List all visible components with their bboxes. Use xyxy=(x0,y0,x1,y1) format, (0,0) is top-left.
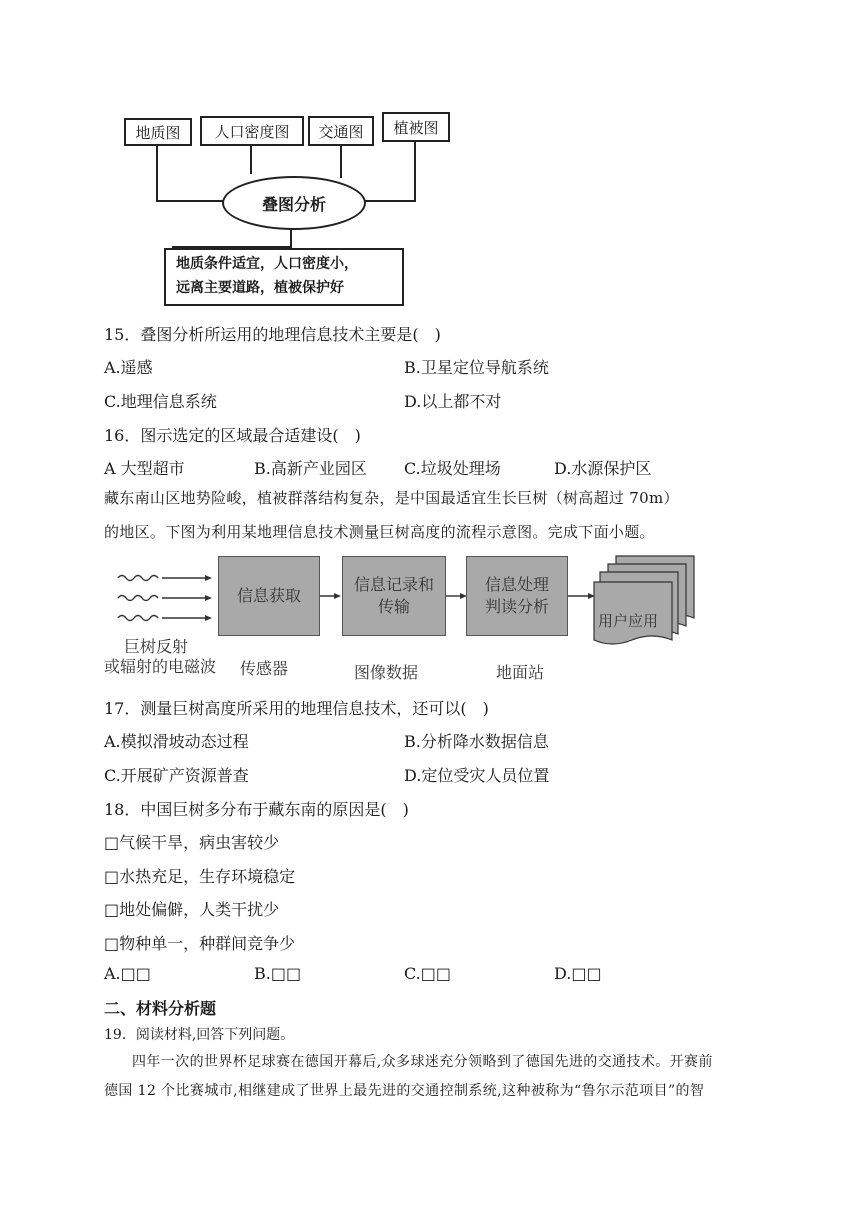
material-line-2: 德国 12 个比赛城市,相继建成了世界上最先进的交通控制系统,这种被称为“鲁尔示范项目”的智 xyxy=(104,1083,705,1099)
geology-map-box: 地质图 xyxy=(124,118,192,146)
wave-label-line-2: 或辐射的电磁波 xyxy=(104,657,217,676)
q18-statement-4: □物种单一，种群间竞争少 xyxy=(104,934,296,953)
intro-paragraph xyxy=(104,481,764,549)
remote-sensing-flow-diagram xyxy=(104,548,704,688)
vegetation-map-box: 植被图 xyxy=(382,112,450,142)
connector-line xyxy=(340,144,342,178)
q18-option-c[interactable]: C.□□ xyxy=(404,964,451,983)
q17-option-d[interactable]: D.定位受灾人员位置 xyxy=(404,766,550,785)
q17-option-b[interactable]: B.分析降水数据信息 xyxy=(404,732,549,751)
question-17-stem: 17．测量巨树高度所采用的地理信息技术，还可以( ) xyxy=(104,699,489,718)
q15-option-a[interactable]: A.遥感 xyxy=(104,358,153,377)
q18-option-d[interactable]: D.□□ xyxy=(554,964,602,983)
q15-option-b[interactable]: B.卫星定位导航系统 xyxy=(404,358,549,377)
wave-line-3 xyxy=(118,616,158,621)
intro-line-1: 藏东南山区地势险峻，植被群落结构复杂，是中国最适宜生长巨树（树高超过 70m） xyxy=(104,489,679,507)
image-data-caption: 图像数据 xyxy=(354,663,419,682)
material-line-1: 四年一次的世界杯足球赛在德国开幕后,众多球迷充分领略到了德国先进的交通技术。开赛前 xyxy=(132,1054,713,1070)
q16-option-a[interactable]: A 大型超市 xyxy=(104,459,185,478)
overlay-analysis-diagram xyxy=(118,104,458,308)
connector-line xyxy=(156,144,158,202)
sensor-caption: 传感器 xyxy=(240,659,289,678)
info-processing-box: 信息处理 判读分析 xyxy=(466,556,568,636)
q15-option-d[interactable]: D.以上都不对 xyxy=(404,392,502,411)
wave-line-2 xyxy=(118,596,158,601)
connector-line xyxy=(362,200,416,202)
q18-option-a[interactable]: A.□□ xyxy=(104,964,151,983)
connector-line xyxy=(414,140,416,202)
overlay-analysis-ellipse: 叠图分析 xyxy=(222,176,366,230)
traffic-map-box: 交通图 xyxy=(308,116,374,146)
connector-line xyxy=(290,228,292,248)
ground-station-caption: 地面站 xyxy=(496,663,545,682)
user-application-label: 用户应用 xyxy=(598,612,659,630)
q16-option-d[interactable]: D.水源保护区 xyxy=(554,459,652,478)
arrow-head-4 xyxy=(334,593,341,599)
q18-statement-2: □水热充足，生存环境稳定 xyxy=(104,867,296,886)
result-box xyxy=(164,248,404,306)
q17-option-c[interactable]: C.开展矿产资源普查 xyxy=(104,766,249,785)
arrow-head-2 xyxy=(205,595,212,601)
wave-label-line-1: 巨树反射 xyxy=(124,637,189,656)
population-density-map-box: 人口密度图 xyxy=(200,116,304,146)
info-record-transmit-box: 信息记录和 传输 xyxy=(342,556,446,636)
question-16-stem: 16．图示选定的区域最合适建设( ) xyxy=(104,426,361,445)
section-2-heading: 二、材料分析题 xyxy=(104,999,217,1018)
question-19-stem: 19．阅读材料,回答下列问题。 xyxy=(104,1027,295,1043)
q16-option-b[interactable]: B.高新产业园区 xyxy=(254,459,367,478)
connector-line xyxy=(250,144,252,174)
wave-line-1 xyxy=(118,576,158,581)
question-18-stem: 18．中国巨树多分布于藏东南的原因是( ) xyxy=(104,800,409,819)
q17-option-a[interactable]: A.模拟滑坡动态过程 xyxy=(104,732,249,751)
intro-line-2: 的地区。下图为利用某地理信息技术测量巨树高度的流程示意图。完成下面小题。 xyxy=(104,523,655,541)
q15-option-c[interactable]: C.地理信息系统 xyxy=(104,392,217,411)
q18-statement-3: □地处偏僻，人类干扰少 xyxy=(104,900,280,919)
info-acquisition-box: 信息获取 xyxy=(218,556,320,636)
q18-option-b[interactable]: B.□□ xyxy=(254,964,302,983)
arrow-head-1 xyxy=(205,575,212,581)
connector-line xyxy=(156,200,224,202)
result-line-2: 远离主要道路，植被保护好 xyxy=(176,280,344,296)
q18-statement-1: □气候干旱，病虫害较少 xyxy=(104,833,280,852)
q16-option-c[interactable]: C.垃圾处理场 xyxy=(404,459,501,478)
question-15-stem: 15．叠图分析所运用的地理信息技术主要是( ) xyxy=(104,325,441,344)
result-line-1: 地质条件适宜，人口密度小， xyxy=(176,256,358,272)
arrow-head-3 xyxy=(205,615,212,621)
